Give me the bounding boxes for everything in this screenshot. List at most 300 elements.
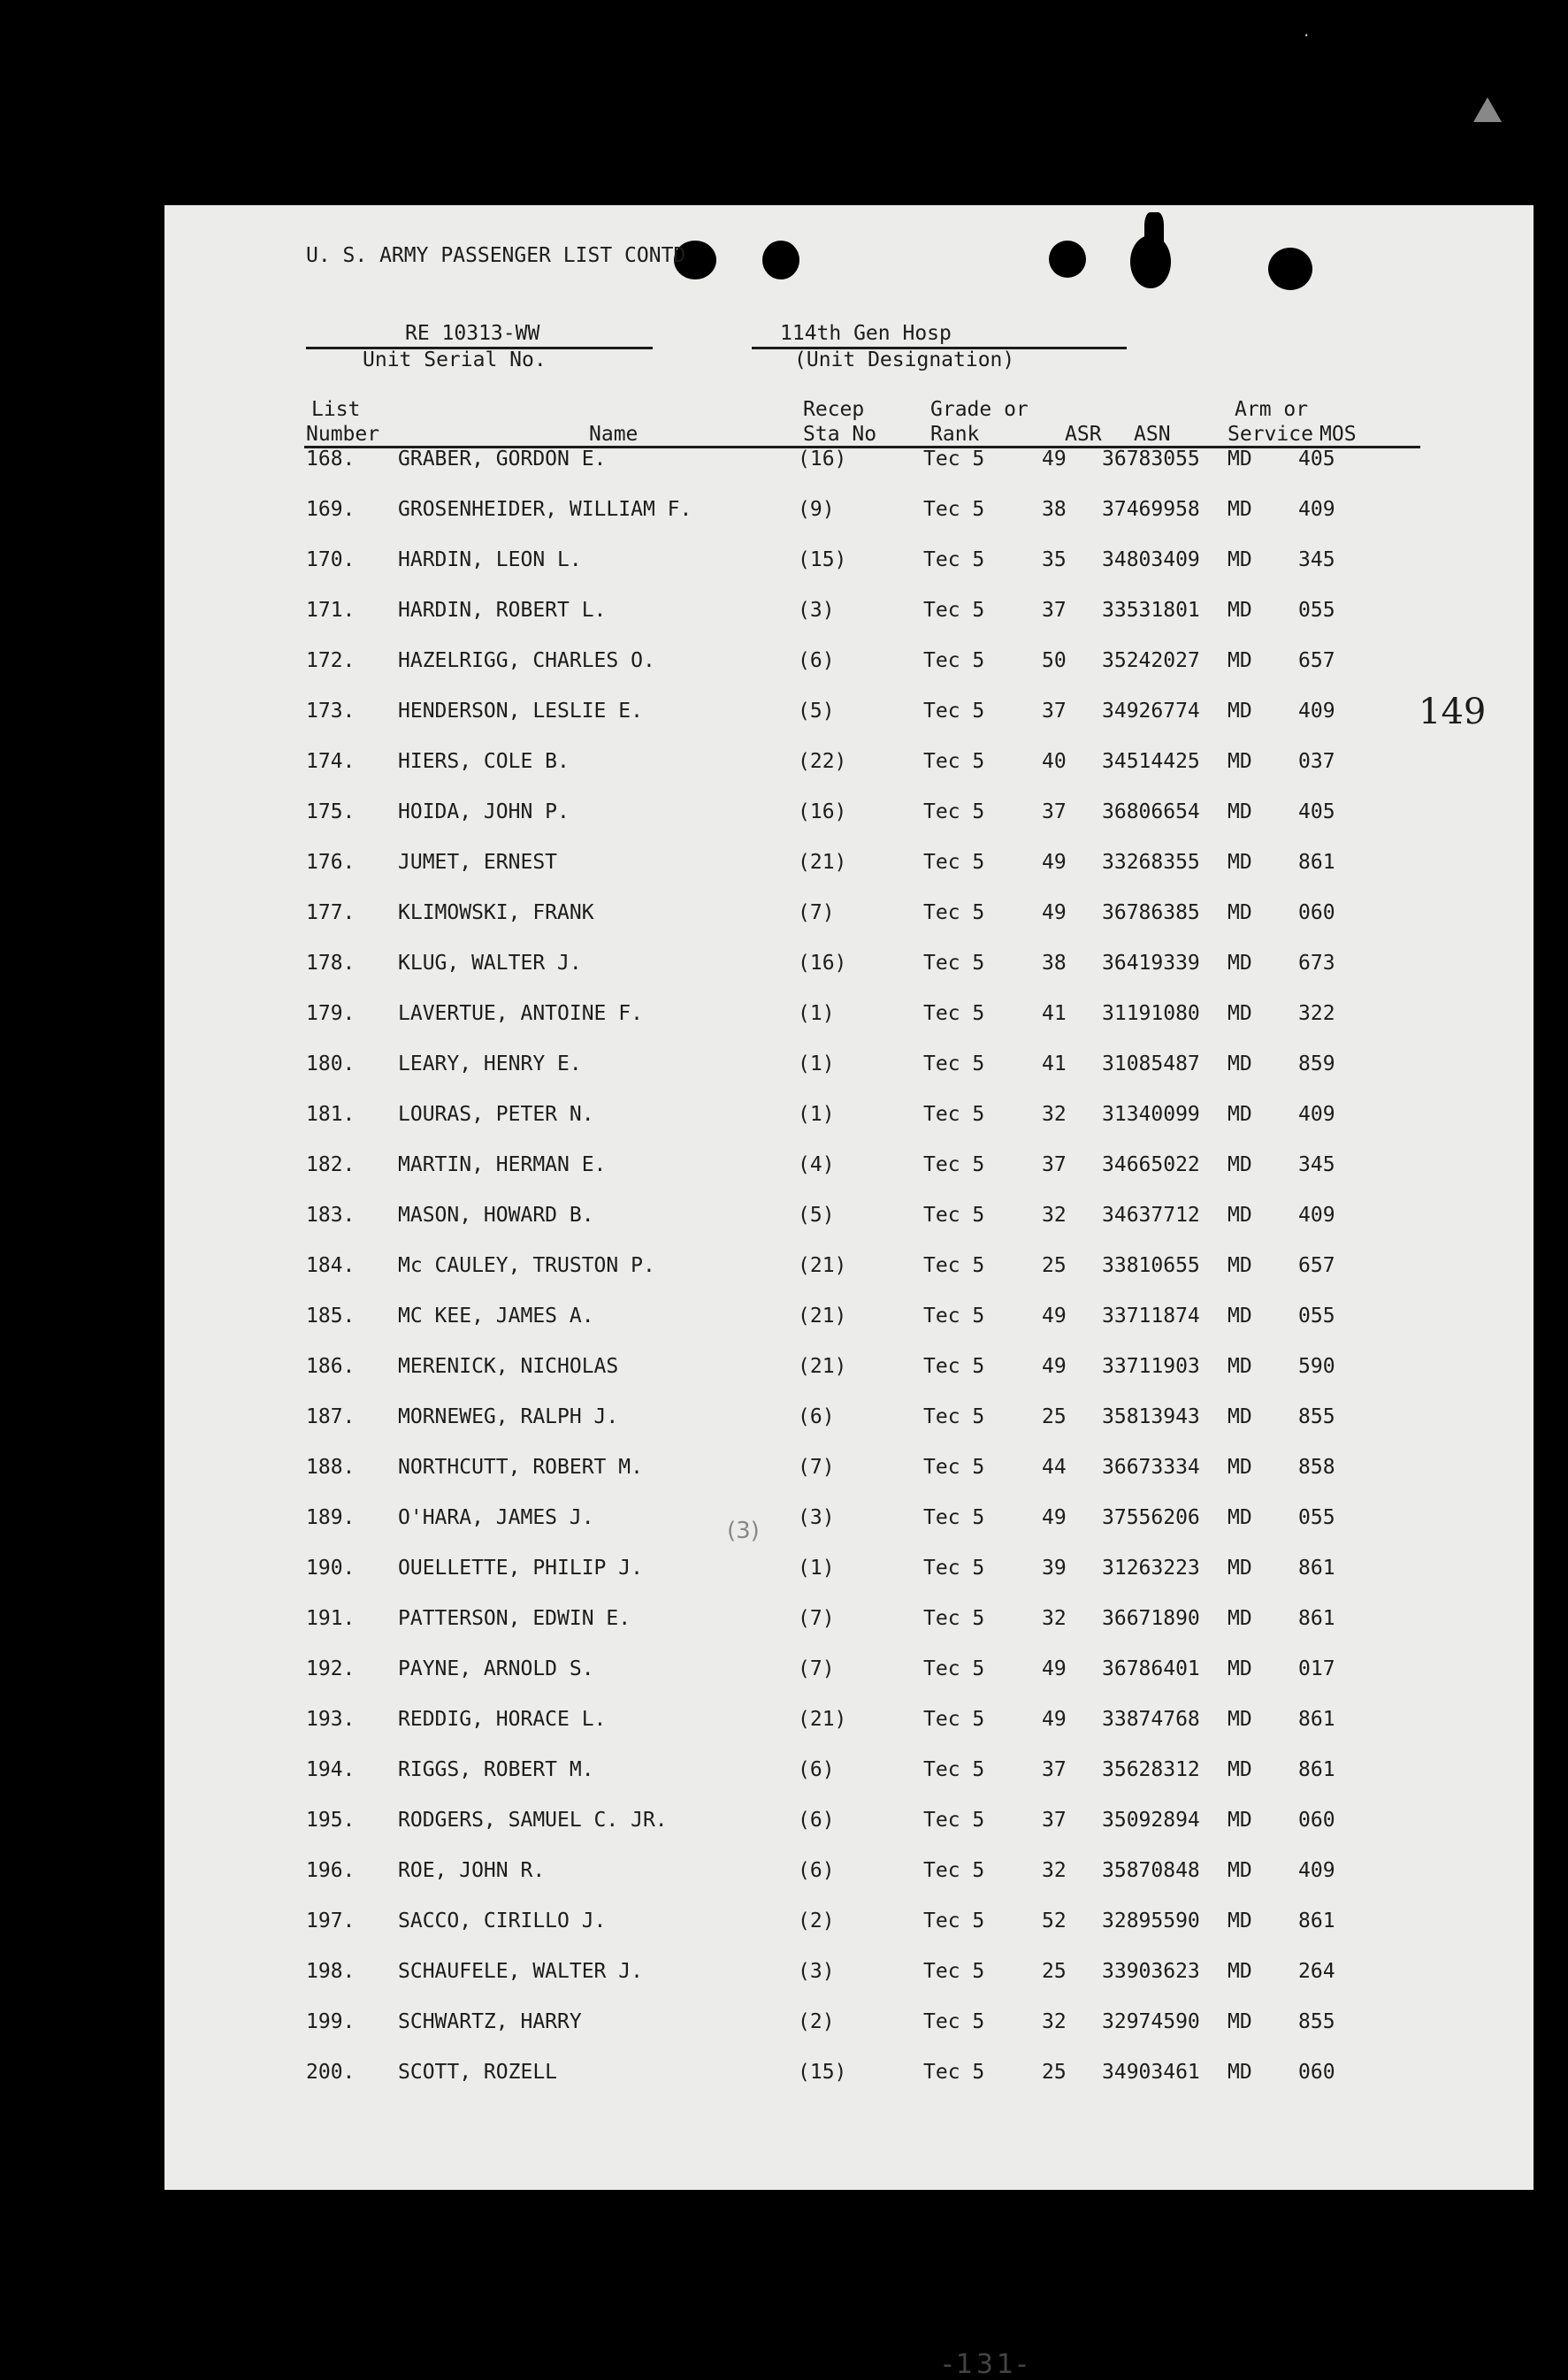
asr: 32	[1042, 2010, 1067, 2033]
punch-hole	[1049, 241, 1086, 278]
rank: Tec 5	[923, 1204, 985, 1227]
arm-service: MD	[1228, 1355, 1252, 1378]
asr: 37	[1042, 1153, 1067, 1176]
asn: 35870848	[1102, 1859, 1200, 1882]
mos: 861	[1298, 851, 1335, 874]
table-row	[164, 700, 1534, 728]
asn: 31263223	[1102, 1557, 1200, 1580]
mos: 861	[1298, 1557, 1335, 1580]
document-sheet	[164, 205, 1534, 2380]
asr: 32	[1042, 1607, 1067, 1630]
mos: 037	[1298, 750, 1335, 773]
recep-sta: (1)	[798, 1557, 835, 1580]
table-row	[164, 1758, 1534, 1787]
recep-sta: (7)	[798, 901, 835, 924]
arm-service: MD	[1228, 1305, 1252, 1328]
mos: 861	[1298, 1758, 1335, 1781]
passenger-name: LEARY, HENRY E.	[398, 1052, 582, 1075]
asr: 49	[1042, 1708, 1067, 1731]
list-number: 171.	[306, 599, 356, 622]
list-number: 200.	[306, 2061, 356, 2084]
list-number: 190.	[306, 1557, 356, 1580]
header-grade: Rank	[930, 423, 980, 446]
unit-designation-label: (Unit Designation)	[794, 348, 1015, 371]
asn: 33874768	[1102, 1708, 1200, 1731]
passenger-name: MARTIN, HERMAN E.	[398, 1153, 607, 1176]
arm-service: MD	[1228, 1607, 1252, 1630]
passenger-name: PAYNE, ARNOLD S.	[398, 1657, 594, 1680]
margin-page-number: 149	[1419, 692, 1487, 732]
arm-service: MD	[1228, 952, 1252, 975]
table-row	[164, 1859, 1534, 1887]
asr: 50	[1042, 649, 1067, 672]
asr: 41	[1042, 1002, 1067, 1025]
list-number: 189.	[306, 1506, 356, 1529]
recep-sta: (2)	[798, 2010, 835, 2033]
mos: 657	[1298, 1254, 1335, 1277]
asn: 31191080	[1102, 1002, 1200, 1025]
arm-service: MD	[1228, 1859, 1252, 1882]
rank: Tec 5	[923, 1153, 985, 1176]
recep-sta: (6)	[798, 1859, 835, 1882]
mos: 861	[1298, 1708, 1335, 1731]
arm-service: MD	[1228, 2010, 1252, 2033]
rank: Tec 5	[923, 599, 985, 622]
passenger-name: KLIMOWSKI, FRANK	[398, 901, 594, 924]
asr: 49	[1042, 1506, 1067, 1529]
header-name: Name	[589, 423, 639, 446]
rank: Tec 5	[923, 1456, 985, 1479]
list-number: 168.	[306, 448, 356, 471]
mos: 861	[1298, 1909, 1335, 1932]
table-row	[164, 851, 1534, 879]
list-number: 193.	[306, 1708, 356, 1731]
list-number: 175.	[306, 800, 356, 823]
table-row	[164, 1909, 1534, 1938]
list-number: 182.	[306, 1153, 356, 1176]
asr: 49	[1042, 448, 1067, 471]
mos: 590	[1298, 1355, 1335, 1378]
passenger-name: ROE, JOHN R.	[398, 1859, 546, 1882]
rank: Tec 5	[923, 901, 985, 924]
mos: 409	[1298, 1859, 1335, 1882]
arm-service: MD	[1228, 599, 1252, 622]
list-number: 169.	[306, 498, 356, 521]
header-list-number: List	[311, 398, 361, 421]
mos: 405	[1298, 800, 1335, 823]
mos: 855	[1298, 1405, 1335, 1428]
passenger-name: JUMET, ERNEST	[398, 851, 558, 874]
list-number: 180.	[306, 1052, 356, 1075]
list-number: 181.	[306, 1103, 356, 1126]
recep-sta: (21)	[798, 1305, 847, 1328]
asr: 41	[1042, 1052, 1067, 1075]
recep-sta: (15)	[798, 548, 847, 571]
asn: 33810655	[1102, 1254, 1200, 1277]
asr: 25	[1042, 1960, 1067, 1983]
table-row	[164, 1456, 1534, 1484]
passenger-name: HOIDA, JOHN P.	[398, 800, 570, 823]
asr: 49	[1042, 1305, 1067, 1328]
recep-sta: (21)	[798, 1355, 847, 1378]
recep-sta: (6)	[798, 1405, 835, 1428]
rank: Tec 5	[923, 800, 985, 823]
mos: 673	[1298, 952, 1335, 975]
recep-sta: (16)	[798, 800, 847, 823]
rank: Tec 5	[923, 498, 985, 521]
arm-service: MD	[1228, 1506, 1252, 1529]
arm-service: MD	[1228, 1456, 1252, 1479]
arm-service: MD	[1228, 1657, 1252, 1680]
arm-service: MD	[1228, 649, 1252, 672]
asn: 32974590	[1102, 2010, 1200, 2033]
mos: 657	[1298, 649, 1335, 672]
table-row	[164, 1052, 1534, 1081]
asr: 37	[1042, 800, 1067, 823]
asr: 38	[1042, 952, 1067, 975]
list-number: 197.	[306, 1909, 356, 1932]
rank: Tec 5	[923, 1103, 985, 1126]
rank: Tec 5	[923, 750, 985, 773]
asr: 37	[1042, 700, 1067, 723]
asr: 25	[1042, 1405, 1067, 1428]
recep-sta: (5)	[798, 1204, 835, 1227]
recep-sta: (1)	[798, 1103, 835, 1126]
arm-service: MD	[1228, 800, 1252, 823]
arm-service: MD	[1228, 1103, 1252, 1126]
table-row	[164, 800, 1534, 829]
table-row	[164, 1002, 1534, 1030]
header-asn: ASN	[1134, 423, 1171, 446]
mos: 861	[1298, 1607, 1335, 1630]
recep-sta: (16)	[798, 448, 847, 471]
rank: Tec 5	[923, 1254, 985, 1277]
recep-sta: (21)	[798, 1254, 847, 1277]
table-row	[164, 1708, 1534, 1736]
recep-sta: (15)	[798, 2061, 847, 2084]
passenger-name: SCHWARTZ, HARRY	[398, 2010, 582, 2033]
mos: 409	[1298, 700, 1335, 723]
table-row	[164, 1153, 1534, 1182]
passenger-name: HARDIN, ROBERT L.	[398, 599, 607, 622]
mos: 405	[1298, 448, 1335, 471]
recep-sta: (3)	[798, 599, 835, 622]
recep-sta: (7)	[798, 1607, 835, 1630]
arm-service: MD	[1228, 1153, 1252, 1176]
asn: 34514425	[1102, 750, 1200, 773]
rank: Tec 5	[923, 1506, 985, 1529]
asn: 37556206	[1102, 1506, 1200, 1529]
recep-sta: (21)	[798, 1708, 847, 1731]
recep-sta: (4)	[798, 1153, 835, 1176]
asn: 36671890	[1102, 1607, 1200, 1630]
asr: 37	[1042, 1809, 1067, 1832]
rank: Tec 5	[923, 1809, 985, 1832]
asr: 37	[1042, 1758, 1067, 1781]
table-row	[164, 1254, 1534, 1282]
table-row	[164, 1355, 1534, 1383]
header-recep: Sta No	[803, 423, 877, 446]
list-number: 185.	[306, 1305, 356, 1328]
passenger-name: HENDERSON, LESLIE E.	[398, 700, 643, 723]
unit-serial-label: Unit Serial No.	[363, 348, 547, 371]
arm-service: MD	[1228, 1204, 1252, 1227]
rank: Tec 5	[923, 548, 985, 571]
mos: 409	[1298, 1103, 1335, 1126]
passenger-name: GROSENHEIDER, WILLIAM F.	[398, 498, 692, 521]
recep-sta: (7)	[798, 1657, 835, 1680]
asn: 35242027	[1102, 649, 1200, 672]
list-number: 174.	[306, 750, 356, 773]
punch-hole	[1144, 212, 1164, 256]
arm-service: MD	[1228, 1254, 1252, 1277]
list-number: 186.	[306, 1355, 356, 1378]
arm-service: MD	[1228, 498, 1252, 521]
list-number: 176.	[306, 851, 356, 874]
passenger-name: RIGGS, ROBERT M.	[398, 1758, 594, 1781]
rank: Tec 5	[923, 1052, 985, 1075]
table-row	[164, 1405, 1534, 1434]
rank: Tec 5	[923, 1960, 985, 1983]
asn: 34926774	[1102, 700, 1200, 723]
asn: 37469958	[1102, 498, 1200, 521]
list-number: 183.	[306, 1204, 356, 1227]
mos: 859	[1298, 1052, 1335, 1075]
recep-sta: (1)	[798, 1052, 835, 1075]
rank: Tec 5	[923, 1557, 985, 1580]
header-mos: MOS	[1319, 423, 1357, 446]
recep-sta: (5)	[798, 700, 835, 723]
arm-service: MD	[1228, 1405, 1252, 1428]
asn: 36806654	[1102, 800, 1200, 823]
rank: Tec 5	[923, 1607, 985, 1630]
table-row	[164, 649, 1534, 677]
list-number: 194.	[306, 1758, 356, 1781]
mos: 060	[1298, 1809, 1335, 1832]
rank: Tec 5	[923, 1405, 985, 1428]
recep-sta: (9)	[798, 498, 835, 521]
asr: 37	[1042, 599, 1067, 622]
list-number: 177.	[306, 901, 356, 924]
asn: 34903461	[1102, 2061, 1200, 2084]
asn: 32895590	[1102, 1909, 1200, 1932]
asr: 40	[1042, 750, 1067, 773]
list-number: 195.	[306, 1809, 356, 1832]
recep-sta: (6)	[798, 1758, 835, 1781]
recep-sta: (6)	[798, 1809, 835, 1832]
asn: 31085487	[1102, 1052, 1200, 1075]
table-row	[164, 1809, 1534, 1837]
paper-scrap	[1473, 97, 1502, 122]
table-row	[164, 1557, 1534, 1585]
mos: 055	[1298, 599, 1335, 622]
table-row	[164, 2061, 1534, 2089]
mos: 060	[1298, 901, 1335, 924]
header-arm: Arm or	[1235, 398, 1309, 421]
list-number: 196.	[306, 1859, 356, 1882]
list-number: 172.	[306, 649, 356, 672]
mos: 017	[1298, 1657, 1335, 1680]
asr: 49	[1042, 851, 1067, 874]
recep-sta: (3)	[798, 1960, 835, 1983]
asn: 35092894	[1102, 1809, 1200, 1832]
table-row	[164, 498, 1534, 526]
header-recep: Recep	[803, 398, 865, 421]
arm-service: MD	[1228, 2061, 1252, 2084]
recep-sta: (22)	[798, 750, 847, 773]
mos: 060	[1298, 2061, 1335, 2084]
header-arm: Service	[1228, 423, 1313, 446]
mos: 264	[1298, 1960, 1335, 1983]
passenger-name: OUELLETTE, PHILIP J.	[398, 1557, 643, 1580]
page-number: -131-	[943, 2349, 1030, 2380]
recep-sta: (6)	[798, 649, 835, 672]
mos: 409	[1298, 498, 1335, 521]
asr: 32	[1042, 1103, 1067, 1126]
passenger-name: PATTERSON, EDWIN E.	[398, 1607, 631, 1630]
mos: 055	[1298, 1506, 1335, 1529]
scan-mark: ·	[1304, 25, 1310, 46]
asn: 34803409	[1102, 548, 1200, 571]
asr: 32	[1042, 1859, 1067, 1882]
arm-service: MD	[1228, 901, 1252, 924]
recep-sta: (2)	[798, 1909, 835, 1932]
table-row	[164, 1204, 1534, 1232]
table-row	[164, 1506, 1534, 1534]
passenger-name: MORNEWEG, RALPH J.	[398, 1405, 619, 1428]
table-row	[164, 548, 1534, 577]
list-number: 199.	[306, 2010, 356, 2033]
rank: Tec 5	[923, 952, 985, 975]
passenger-name: LAVERTUE, ANTOINE F.	[398, 1002, 643, 1025]
header-asr: ASR	[1065, 423, 1102, 446]
rank: Tec 5	[923, 851, 985, 874]
arm-service: MD	[1228, 1909, 1252, 1932]
table-row	[164, 448, 1534, 476]
passenger-name: SCOTT, ROZELL	[398, 2061, 558, 2084]
passenger-name: KLUG, WALTER J.	[398, 952, 582, 975]
arm-service: MD	[1228, 1960, 1252, 1983]
rank: Tec 5	[923, 1758, 985, 1781]
list-number: 178.	[306, 952, 356, 975]
rank: Tec 5	[923, 1002, 985, 1025]
recep-sta: (16)	[798, 952, 847, 975]
pencil-annotation: (3)	[727, 1518, 760, 1544]
list-number: 184.	[306, 1254, 356, 1277]
punch-hole	[1268, 248, 1312, 290]
table-row	[164, 1607, 1534, 1635]
arm-service: MD	[1228, 1002, 1252, 1025]
rank: Tec 5	[923, 700, 985, 723]
list-number: 192.	[306, 1657, 356, 1680]
arm-service: MD	[1228, 1758, 1252, 1781]
arm-service: MD	[1228, 1557, 1252, 1580]
passenger-name: GRABER, GORDON E.	[398, 448, 607, 471]
arm-service: MD	[1228, 851, 1252, 874]
passenger-name: LOURAS, PETER N.	[398, 1103, 594, 1126]
asn: 34637712	[1102, 1204, 1200, 1227]
asr: 39	[1042, 1557, 1067, 1580]
header-list-number: Number	[306, 423, 380, 446]
arm-service: MD	[1228, 448, 1252, 471]
asr: 44	[1042, 1456, 1067, 1479]
punch-hole	[762, 241, 799, 279]
passenger-name: MERENICK, NICHOLAS	[398, 1355, 619, 1378]
asr: 25	[1042, 1254, 1067, 1277]
asn: 36783055	[1102, 448, 1200, 471]
list-number: 179.	[306, 1002, 356, 1025]
asr: 38	[1042, 498, 1067, 521]
passenger-name: HAZELRIGG, CHARLES O.	[398, 649, 655, 672]
mos: 322	[1298, 1002, 1335, 1025]
asn: 33711903	[1102, 1355, 1200, 1378]
document-title: U. S. ARMY PASSENGER LIST CONTD	[306, 244, 686, 267]
unit-designation-value: 114th Gen Hosp	[780, 322, 952, 345]
table-row	[164, 952, 1534, 980]
passenger-name: RODGERS, SAMUEL C. JR.	[398, 1809, 668, 1832]
arm-service: MD	[1228, 700, 1252, 723]
asn: 35813943	[1102, 1405, 1200, 1428]
table-row	[164, 1960, 1534, 1988]
rank: Tec 5	[923, 448, 985, 471]
list-number: 191.	[306, 1607, 356, 1630]
rank: Tec 5	[923, 1708, 985, 1731]
table-row	[164, 901, 1534, 930]
table-row	[164, 1305, 1534, 1333]
arm-service: MD	[1228, 1708, 1252, 1731]
asn: 34665022	[1102, 1153, 1200, 1176]
list-number: 188.	[306, 1456, 356, 1479]
asr: 32	[1042, 1204, 1067, 1227]
table-row	[164, 1657, 1534, 1686]
asn: 33711874	[1102, 1305, 1200, 1328]
asn: 36786385	[1102, 901, 1200, 924]
recep-sta: (3)	[798, 1506, 835, 1529]
rank: Tec 5	[923, 2061, 985, 2084]
mos: 409	[1298, 1204, 1335, 1227]
arm-service: MD	[1228, 548, 1252, 571]
asn: 35628312	[1102, 1758, 1200, 1781]
table-row	[164, 2010, 1534, 2039]
arm-service: MD	[1228, 1052, 1252, 1075]
recep-sta: (1)	[798, 1002, 835, 1025]
passenger-name: REDDIG, HORACE L.	[398, 1708, 607, 1731]
list-number: 198.	[306, 1960, 356, 1983]
recep-sta: (21)	[798, 851, 847, 874]
arm-service: MD	[1228, 750, 1252, 773]
asn: 31340099	[1102, 1103, 1200, 1126]
rank: Tec 5	[923, 649, 985, 672]
passenger-name: HARDIN, LEON L.	[398, 548, 582, 571]
asr: 49	[1042, 1657, 1067, 1680]
header-grade: Grade or	[930, 398, 1029, 421]
asr: 35	[1042, 548, 1067, 571]
table-row	[164, 750, 1534, 778]
asr: 49	[1042, 901, 1067, 924]
rank: Tec 5	[923, 1305, 985, 1328]
rank: Tec 5	[923, 1657, 985, 1680]
mos: 345	[1298, 548, 1335, 571]
asn: 33903623	[1102, 1960, 1200, 1983]
passenger-name: MC KEE, JAMES A.	[398, 1305, 594, 1328]
passenger-name: SCHAUFELE, WALTER J.	[398, 1960, 643, 1983]
passenger-name: O'HARA, JAMES J.	[398, 1506, 594, 1529]
asn: 36786401	[1102, 1657, 1200, 1680]
asr: 52	[1042, 1909, 1067, 1932]
mos: 345	[1298, 1153, 1335, 1176]
list-number: 170.	[306, 548, 356, 571]
rank: Tec 5	[923, 1909, 985, 1932]
